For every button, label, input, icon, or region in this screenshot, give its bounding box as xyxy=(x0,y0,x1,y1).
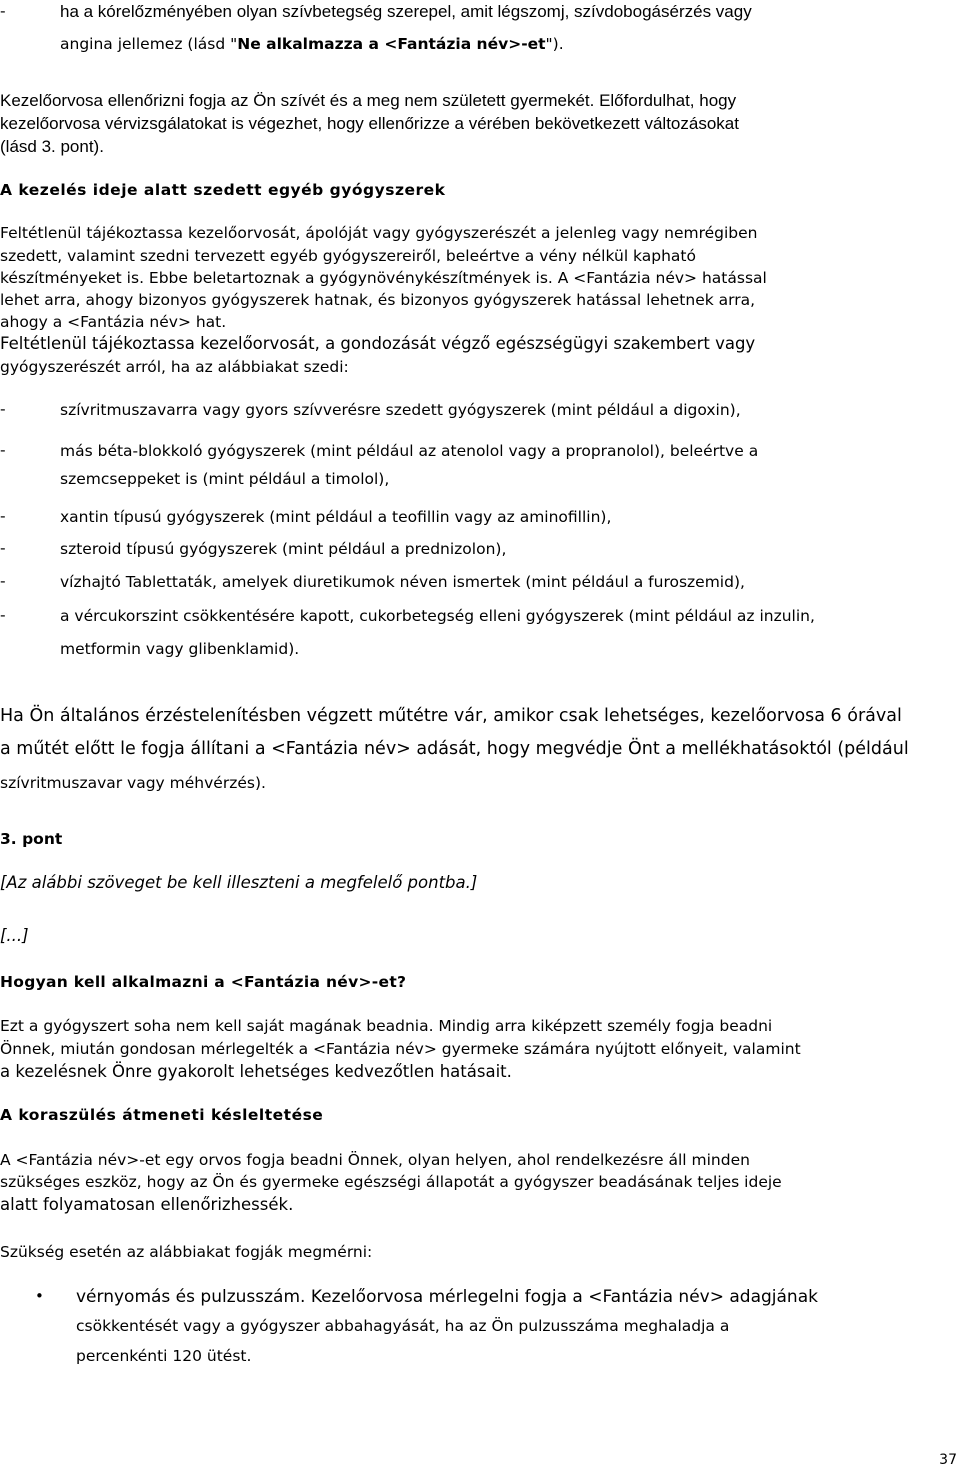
paragraph-line: Ezt a gyógyszert soha nem kell saját magának beadnia. Mindig arra kiképzett személy fogja beadni xyxy=(0,1017,773,1035)
paragraph-line: gyógyszerészét arról, ha az alábbiakat szedi: xyxy=(0,358,349,376)
top-item-line-2 xyxy=(60,34,564,54)
top-item-bold-ref: Ne alkalmazza a <Fantázia név>-et xyxy=(237,35,546,53)
paragraph-line: Önnek, miután gondosan mérlegelték a <Fantázia név> gyermeke számára nyújtott előnyeit, valamint xyxy=(0,1040,801,1058)
section-heading: Hogyan kell alkalmazni a <Fantázia név>-et? xyxy=(0,973,407,991)
paragraph-line: készítményeket is. Ebbe beletartoznak a gyógynövénykészítmények is. A <Fantázia név> hatással xyxy=(0,269,767,287)
section-label: 3. pont xyxy=(0,830,63,848)
paragraph-line: lehet arra, ahogy bizonyos gyógyszerek hatnak, és bizonyos gyógyszerek hatással lehetnek arra, xyxy=(0,291,756,309)
list-item: xantin típusú gyógyszerek (mint például a teofillin vagy az aminofillin), xyxy=(60,508,612,526)
bullet-item-continuation: percenkénti 120 ütést. xyxy=(76,1347,252,1365)
paragraph-line: szükséges eszköz, hogy az Ön és gyermeke egészségi állapotát a gyógyszer beadásának teljes ideje xyxy=(0,1173,782,1191)
list-item: vízhajtó Tablettaták, amelyek diuretikumok néven ismertek (mint például a furoszemid), xyxy=(60,573,745,591)
paragraph-line: alatt folyamatosan ellenőrizhessék. xyxy=(0,1195,294,1214)
paragraph-line: szedett, valamint szedni tervezett egyéb gyógyszereiről, beleértve a vény nélkül kapható xyxy=(0,247,696,265)
section-heading: A koraszülés átmeneti késleltetése xyxy=(0,1106,324,1124)
list-item-continuation: szemcseppeket is (mint például a timolol), xyxy=(60,470,390,488)
bullet-item: vérnyomás és pulzusszám. Kezelőorvosa mérlegelni fogja a <Fantázia név> adagjának xyxy=(76,1287,818,1307)
paragraph-line: a műtét előtt le fogja állítani a <Fantázia név> adását, hogy megvédje Önt a mellékhatásoktól (például xyxy=(0,739,909,759)
paragraph-line: ahogy a <Fantázia név> hat. xyxy=(0,313,227,331)
bullet-item-continuation: csökkentését vagy a gyógyszer abbahagyását, ha az Ön pulzusszáma meghaladja a xyxy=(76,1317,730,1335)
paragraph-line: Feltétlenül tájékoztassa kezelőorvosát, ápolóját vagy gyógyszerészét a jelenleg vagy nemrégiben xyxy=(0,224,758,242)
list-item: a vércukorszint csökkentésére kapott, cukorbetegség elleni gyógyszerek (mint például az inzulin, xyxy=(60,607,815,625)
paragraph-line: (lásd 3. pont). xyxy=(0,137,104,156)
top-item-text-end: "). xyxy=(545,35,564,53)
list-dash: - xyxy=(0,572,6,590)
list-item: szívritmuszavarra vagy gyors szívverésre szedett gyógyszerek (mint például a digoxin), xyxy=(60,401,741,419)
list-dash: - xyxy=(0,400,6,418)
top-item-text: angina jellemez (lásd " xyxy=(60,35,238,53)
section-heading: A kezelés ideje alatt szedett egyéb gyógyszerek xyxy=(0,181,446,199)
insert-note: [Az alábbi szöveget be kell illeszteni a megfelelő pontba.] xyxy=(0,873,478,892)
paragraph-line: A <Fantázia név>-et egy orvos fogja beadni Önnek, olyan helyen, ahol rendelkezésre áll minden xyxy=(0,1151,750,1169)
list-dash: - xyxy=(0,507,6,525)
list-item-continuation: metformin vagy glibenklamid). xyxy=(60,640,300,658)
paragraph-line: Ha Ön általános érzéstelenítésben végzett műtétre vár, amikor csak lehetséges, kezelőorvosa 6 órával xyxy=(0,706,902,726)
paragraph-line: Feltétlenül tájékoztassa kezelőorvosát, a gondozását végző egészségügyi szakembert vagy xyxy=(0,334,756,353)
list-dash: - xyxy=(0,2,6,20)
top-item-line-1: ha a kórelőzményében olyan szívbetegség szerepel, amit légszomj, szívdobogásérzés vagy xyxy=(60,2,752,21)
bullet-icon: • xyxy=(35,1287,44,1305)
list-dash: - xyxy=(0,606,6,624)
paragraph-line: kezelőorvosa vérvizsgálatokat is végezhet, hogy ellenőrizze a vérében bekövetkezett változásokat xyxy=(0,114,739,133)
list-item: szteroid típusú gyógyszerek (mint például a prednizolon), xyxy=(60,540,507,558)
list-item: más béta-blokkoló gyógyszerek (mint például az atenolol vagy a propranolol), beleértve a xyxy=(60,442,759,460)
ellipsis-marker: [...] xyxy=(0,926,29,945)
paragraph-line: szívritmuszavar vagy méhvérzés). xyxy=(0,774,266,792)
page-number: 37 xyxy=(939,1452,957,1468)
list-dash: - xyxy=(0,441,6,459)
paragraph-line: Kezelőorvosa ellenőrizni fogja az Ön szívét és a meg nem született gyermekét. Előfordulhat, hogy xyxy=(0,91,737,110)
paragraph-line: Szükség esetén az alábbiakat fogják megmérni: xyxy=(0,1243,373,1261)
list-dash: - xyxy=(0,539,6,557)
paragraph-line: a kezelésnek Önre gyakorolt lehetséges kedvezőtlen hatásait. xyxy=(0,1062,512,1081)
